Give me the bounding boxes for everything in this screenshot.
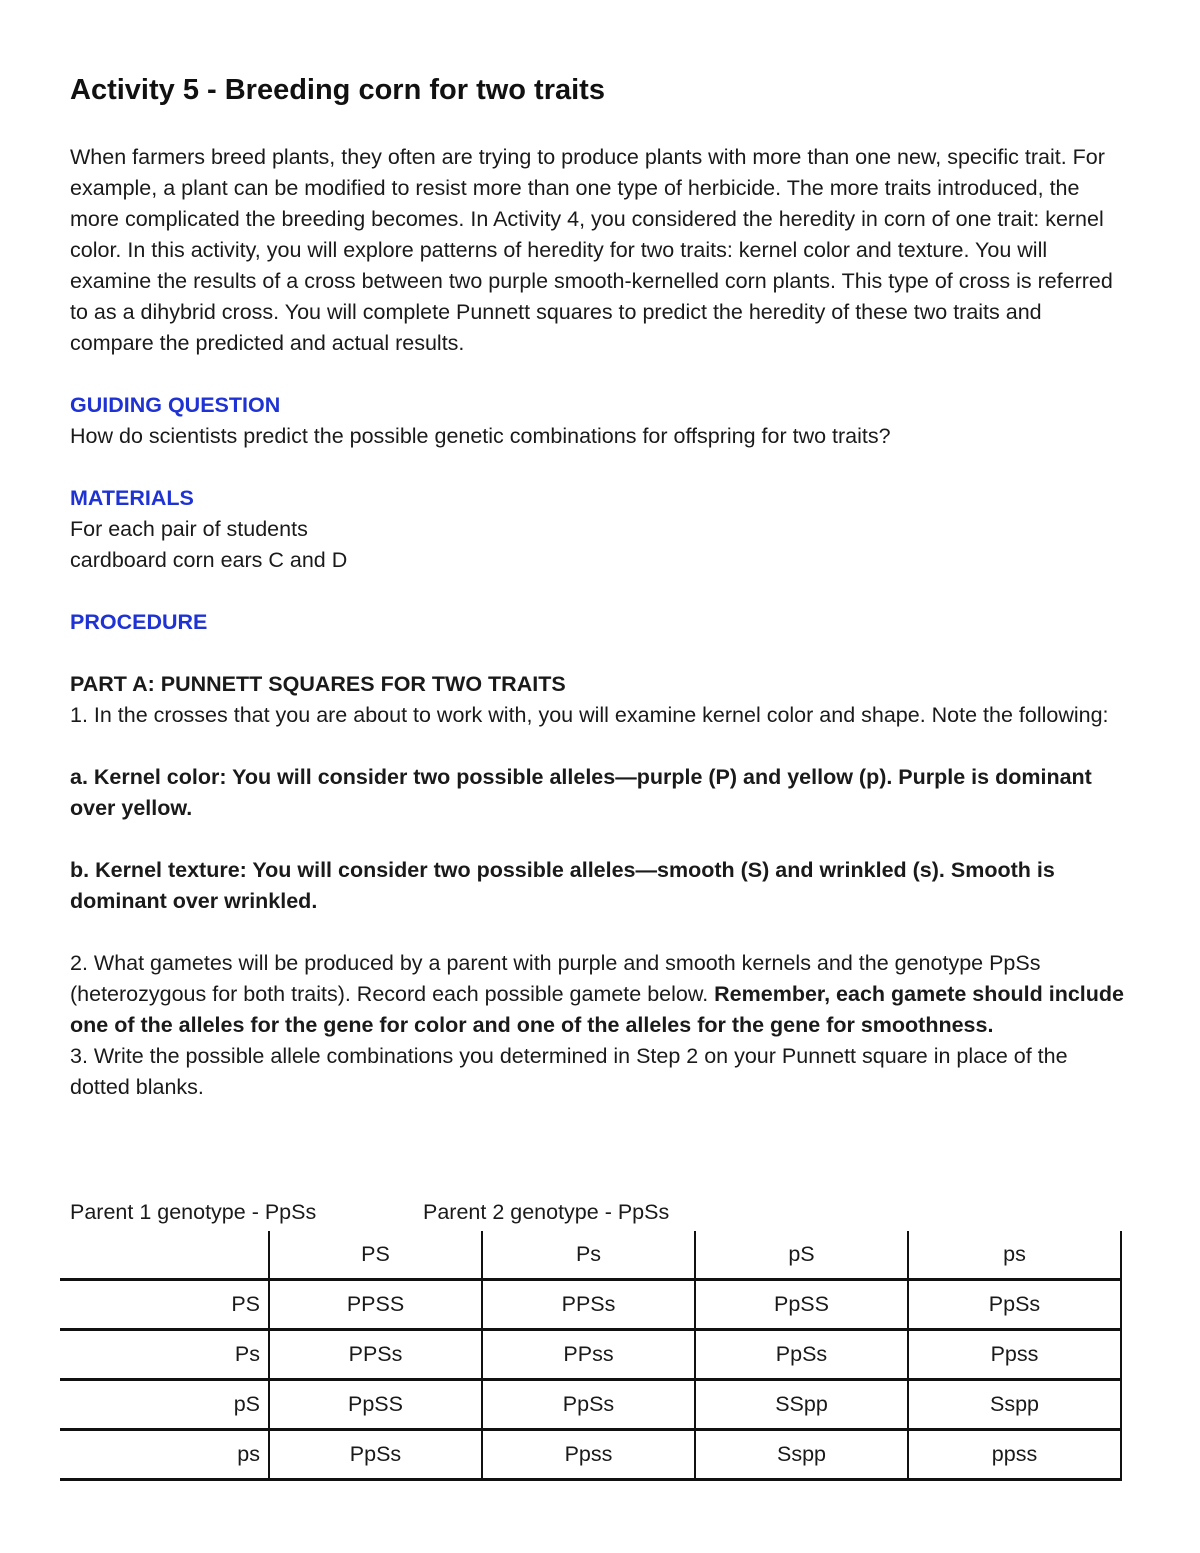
- document-page: [70, 72, 1130, 1103]
- step-1: 1. In the crosses that you are about to work with, you will examine kernel color and shape. Note the following:: [70, 703, 1109, 727]
- punnett-row: [60, 1430, 1121, 1480]
- punnett-column-header: pS: [695, 1231, 908, 1280]
- punnett-cell: PpSs: [908, 1280, 1121, 1330]
- part-a-heading: PART A: PUNNETT SQUARES FOR TWO TRAITS: [70, 672, 566, 696]
- punnett-header-row: [60, 1231, 1121, 1280]
- punnett-cell: PpSS: [695, 1280, 908, 1330]
- punnett-column-header: Ps: [482, 1231, 695, 1280]
- materials-line-1: For each pair of students: [70, 517, 308, 541]
- punnett-row-header: PS: [60, 1280, 269, 1330]
- punnett-cell: Sspp: [908, 1380, 1121, 1430]
- punnett-cell: Ppss: [908, 1330, 1121, 1380]
- punnett-cell: PpSs: [482, 1380, 695, 1430]
- punnett-row-header: pS: [60, 1380, 269, 1430]
- parent-genotypes: [70, 1197, 670, 1228]
- step-2: [70, 948, 1130, 1041]
- punnett-corner-cell: [60, 1231, 269, 1280]
- punnett-cell: Sspp: [695, 1430, 908, 1480]
- punnett-column-header: PS: [269, 1231, 482, 1280]
- punnett-column-header: ps: [908, 1231, 1121, 1280]
- punnett-cell: PPss: [482, 1330, 695, 1380]
- step-2-text: 2. What gametes will be produced by a parent with purple and smooth kernels and the genotype PpSs (heterozygous for both traits). Record each possible gamete below.: [70, 951, 1041, 1006]
- note-b-kernel-texture: b. Kernel texture: You will consider two possible alleles—smooth (S) and wrinkled (s). Smooth is dominant over wrinkled.: [70, 858, 1055, 913]
- page-title: Activity 5 - Breeding corn for two traits: [70, 74, 605, 106]
- punnett-cell: PpSs: [695, 1330, 908, 1380]
- materials-line-2: cardboard corn ears C and D: [70, 548, 348, 572]
- punnett-row: [60, 1380, 1121, 1430]
- materials-heading: MATERIALS: [70, 486, 194, 510]
- punnett-cell: PpSs: [269, 1430, 482, 1480]
- punnett-cell: SSpp: [695, 1380, 908, 1430]
- intro-paragraph: When farmers breed plants, they often are trying to produce plants with more than one new, specific trait. For example, a plant can be modified to resist more than one type of herbicide. The more traits introduced, the more complicated the breeding becomes. In Activity 4, you considered the heredity in corn of one trait: kernel color. In this activity, you will explore patterns of heredity for two traits: kernel color and texture. You will examine the results of a cross between two purple smooth-kernelled corn plants. This type of cross is referred to as a dihybrid cross. You will complete Punnett squares to predict the heredity of these two traits and compare the predicted and actual results.: [70, 145, 1113, 355]
- punnett-cell: Ppss: [482, 1430, 695, 1480]
- step-3: 3. Write the possible allele combinations you determined in Step 2 on your Punnett square in place of the dotted blanks.: [70, 1044, 1068, 1099]
- parent-1-genotype: Parent 1 genotype - PpSs: [70, 1200, 317, 1224]
- punnett-cell: PPSs: [269, 1330, 482, 1380]
- note-a-kernel-color: a. Kernel color: You will consider two possible alleles—purple (P) and yellow (p). Purple is dominant over yellow.: [70, 765, 1092, 820]
- punnett-row: [60, 1280, 1121, 1330]
- punnett-square-table: [60, 1231, 1122, 1481]
- step-2-reminder: Remember, each gamete should include one of the alleles for the gene for color and one of the alleles for the gene for smoothness.: [70, 982, 1124, 1037]
- punnett-row-header: Ps: [60, 1330, 269, 1380]
- guiding-question-heading: GUIDING QUESTION: [70, 393, 281, 417]
- parent-2-genotype: Parent 2 genotype - PpSs: [423, 1200, 670, 1224]
- procedure-heading: PROCEDURE: [70, 610, 208, 634]
- punnett-cell: PpSS: [269, 1380, 482, 1430]
- punnett-cell: PPSS: [269, 1280, 482, 1330]
- punnett-row-header: ps: [60, 1430, 269, 1480]
- guiding-question-text: How do scientists predict the possible genetic combinations for offspring for two traits?: [70, 424, 891, 448]
- punnett-cell: PPSs: [482, 1280, 695, 1330]
- punnett-row: [60, 1330, 1121, 1380]
- punnett-cell: ppss: [908, 1430, 1121, 1480]
